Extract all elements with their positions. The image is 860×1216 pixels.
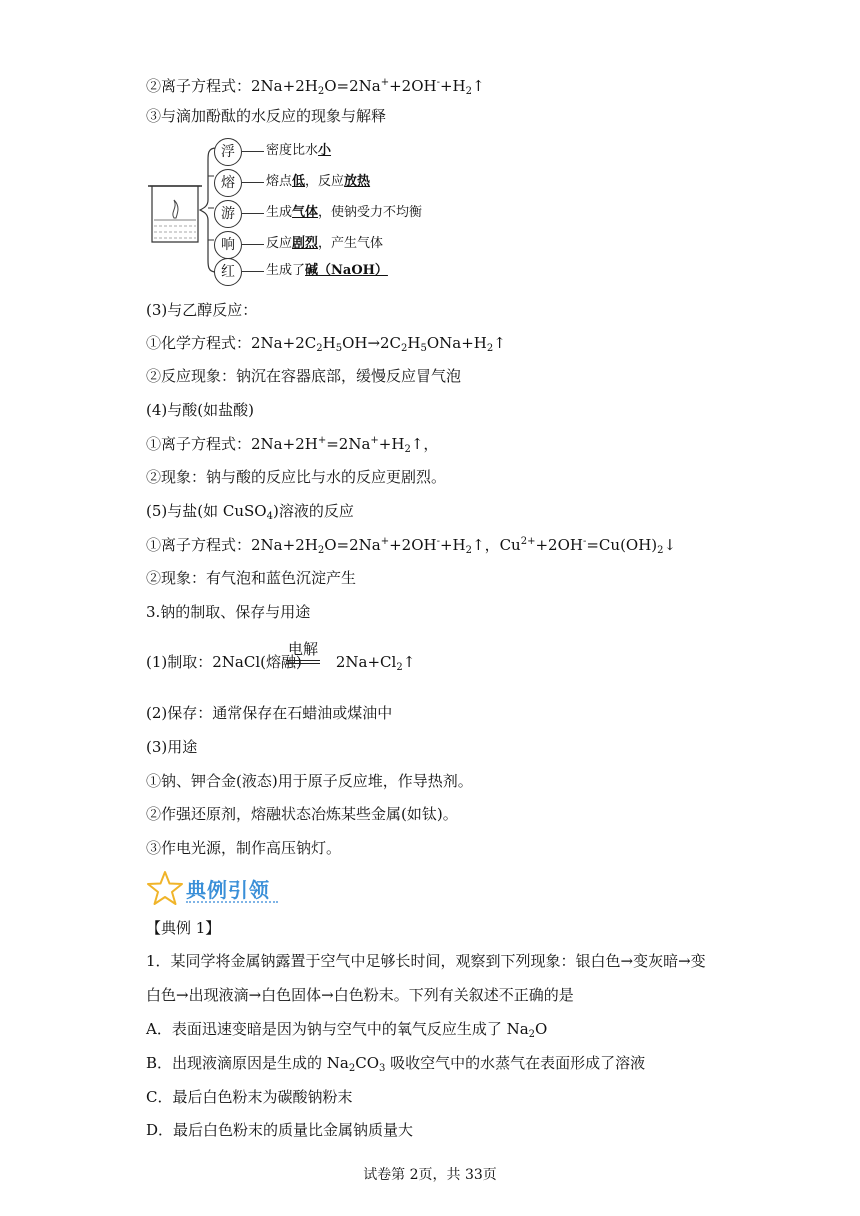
use-1: ①钠、钾合金(液态)用于原子反应堆，作导热剂。 xyxy=(146,772,473,790)
equation: $2Na+2C_2H_5OH\to 2C_2H_5ONa+H_2↑$ xyxy=(251,334,506,354)
option-c: C．最后白色粉末为碳酸钠粉末 xyxy=(146,1088,353,1106)
text: 熔点 xyxy=(266,174,293,189)
equation: $2Na+Cl_2↑$ xyxy=(335,653,416,673)
dash-line xyxy=(242,182,264,183)
section-3-heading: 3.钠的制取、保存与用途 xyxy=(146,603,311,621)
option-a: A．表面迅速变暗是因为钠与空气中的氧气反应生成了 $Na_2O$ xyxy=(146,1020,548,1040)
example-banner xyxy=(146,870,286,906)
preparation-equation xyxy=(146,652,415,672)
keyword: 气体 xyxy=(292,205,319,220)
text: 密度比水 xyxy=(266,143,319,158)
sodium-water-phenomena-diagram xyxy=(146,138,446,284)
dash-line xyxy=(242,271,264,272)
equation: $2Na+2H_2O=2Na^++2OH^-+H_2↑$，$Cu^{2+}+2OH^-=Cu(OH)_2↓$ xyxy=(251,536,677,556)
option-d: D．最后白色粉末的质量比金属钠质量大 xyxy=(146,1121,414,1139)
salt-heading: (5)与盐(如 CuSO$_4$)溶液的反应 xyxy=(146,502,354,522)
acid-phenomenon: ②现象：钠与酸的反应比与水的反应更剧烈。 xyxy=(146,468,447,486)
dash-line xyxy=(242,151,264,152)
equation: $2Na+2H^+=2Na^++H_2↑$， xyxy=(251,435,439,455)
condition-label: 电解 xyxy=(287,640,318,658)
circle-char-melt: 熔 xyxy=(214,169,242,197)
phenomenon-heading: ③与滴加酚酞的水反应的现象与解释 xyxy=(146,107,387,125)
circle-char-sound: 响 xyxy=(214,231,242,259)
option-b: B．出现液滴原因是生成的 $Na_2CO_3$ 吸收空气中的水蒸气在表面形成了溶液 xyxy=(146,1054,646,1074)
acid-heading: (4)与酸(如盐酸) xyxy=(146,401,254,419)
banner-underline xyxy=(186,901,278,903)
equals-line-bottom xyxy=(286,663,320,664)
ethanol-heading: (3)与乙醇反应： xyxy=(146,301,258,319)
label: ①离子方程式： xyxy=(146,536,252,554)
phenomenon-melt-text xyxy=(266,174,370,190)
circle-char-float: 浮 xyxy=(214,138,242,166)
label: (1)制取：2NaCl(熔融) xyxy=(146,653,302,671)
keyword: 小 xyxy=(318,143,332,158)
phenomenon-red-text xyxy=(266,263,388,279)
acid-equation xyxy=(146,434,438,454)
salt-phenomenon: ②现象：有气泡和蓝色沉淀产生 xyxy=(146,569,357,587)
label: ①离子方程式： xyxy=(146,435,252,453)
salt-equation xyxy=(146,535,676,555)
circle-char-swim: 游 xyxy=(214,200,242,228)
text: 生成 xyxy=(266,205,293,220)
uses-heading: (3)用途 xyxy=(146,738,198,756)
phenomenon-float-text xyxy=(266,143,331,159)
keyword: 碱（NaOH） xyxy=(305,263,388,278)
keyword: 剧烈 xyxy=(292,236,319,251)
ethanol-phenomenon: ②反应现象：钠沉在容器底部，缓慢反应冒气泡 xyxy=(146,367,462,385)
phenomenon-swim-text xyxy=(266,205,422,221)
phenomenon-sound-text xyxy=(266,236,383,252)
question-line-2: 白色→出现液滴→白色固体→白色粉末。下列有关叙述不正确的是 xyxy=(146,986,574,1004)
label: ①化学方程式： xyxy=(146,334,252,352)
text: 生成了 xyxy=(266,263,306,278)
ethanol-equation xyxy=(146,333,506,353)
text: 反应 xyxy=(266,236,293,251)
ionic-equation-water xyxy=(146,76,485,96)
label: ②离子方程式： xyxy=(146,77,252,95)
use-2: ②作强还原剂，熔融状态冶炼某些金属(如钛)。 xyxy=(146,805,458,823)
keyword: 放热 xyxy=(344,174,371,189)
dash-line xyxy=(242,244,264,245)
star-icon xyxy=(146,870,184,906)
use-3: ③作电光源，制作高压钠灯。 xyxy=(146,839,342,857)
text: ，使钠受力不均衡 xyxy=(318,205,423,220)
text: ，反应 xyxy=(305,174,345,189)
example-header: 【典例 1】 xyxy=(146,919,221,937)
text: ，产生气体 xyxy=(318,236,384,251)
keyword: 低 xyxy=(292,174,306,189)
banner-title: 典例引领 xyxy=(186,878,270,902)
storage-line: (2)保存：通常保存在石蜡油或煤油中 xyxy=(146,704,393,722)
reaction-condition xyxy=(286,640,320,670)
question-line-1: 1．某同学将金属钠露置于空气中足够长时间，观察到下列现象：银白色→变灰暗→变 xyxy=(146,952,706,970)
equals-line-top xyxy=(286,660,320,661)
equation: $2Na+2H_2O=2Na^++2OH^-+H_2↑$ xyxy=(251,77,485,97)
circle-char-red: 红 xyxy=(214,258,242,286)
dash-line xyxy=(242,213,264,214)
page-footer: 试卷第 2页，共 33页 xyxy=(363,1167,497,1183)
